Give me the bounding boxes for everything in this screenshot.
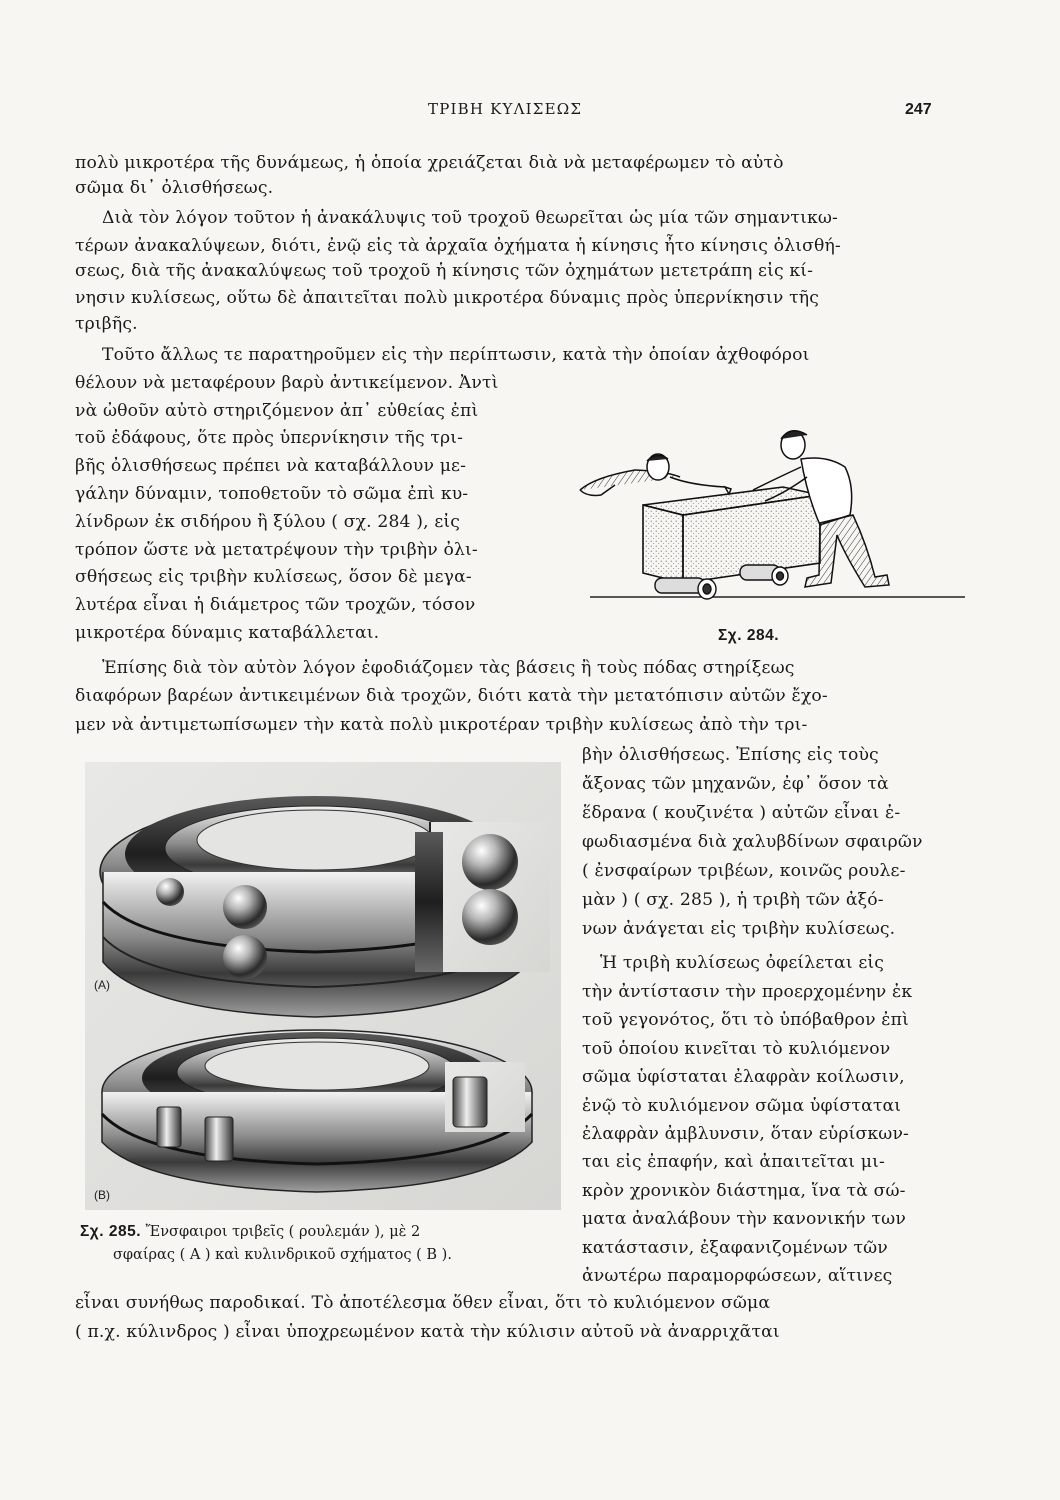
figure-285-caption-line-1: Ἔνσφαιροι τριβεῖς ( ρουλεμάν ), μὲ 2 <box>145 1224 421 1240</box>
text-line: φωδιασμένα διὰ χαλυβδίνων σφαιρῶν <box>582 832 923 852</box>
text-line: Ἐπίσης διὰ τὸν αὐτὸν λόγον ἐφοδιάζομεν τὰς βάσεις ἢ τοὺς πόδας στηρίξεως <box>102 658 795 678</box>
text-line: ἐλαφρὰν ἀμβλυνσιν, ὅταν εὑρίσκων- <box>582 1124 909 1144</box>
running-title: ΤΡΙΒΗ ΚΥΛΙΣΕΩΣ <box>428 100 583 118</box>
figure-285-photo <box>85 762 561 1210</box>
figure-285-caption-number: Σχ. 285. <box>80 1223 142 1240</box>
text-line: λυτέρα εἶναι ἡ διάμετρος τῶν τροχῶν, τόσον <box>75 595 476 615</box>
text-line: λίνδρων ἐκ σιδήρου ἢ ξύλου ( σχ. 284 ), εἰς <box>75 512 461 532</box>
text-line: Ἡ τριβὴ κυλίσεως ὀφείλεται εἰς <box>600 953 885 973</box>
text-line: βῆς ὀλισθήσεως πρέπει νὰ καταβάλλουν με- <box>75 456 467 476</box>
text-line: ἕδρανα ( κουζινέτα ) αὐτῶν εἶναι ἐ- <box>582 803 901 823</box>
figure-284-illustration <box>575 415 975 605</box>
text-line: εἶναι συνήθως παροδικαί. Τὸ ἀποτέλεσμα ὅθεν εἶναι, ὅτι τὸ κυλιόμενον σῶμα <box>75 1293 771 1313</box>
text-line: κρὸν χρονικὸν διάστημα, ἵνα τὰ σώ- <box>582 1181 906 1201</box>
text-line: τοῦ ὁποίου κινεῖται τὸ κυλιόμενον <box>582 1039 891 1059</box>
text-line: τοῦ ἐδάφους, ὅτε πρὸς ὑπερνίκησιν τῆς τρι- <box>75 428 464 448</box>
text-line: τέρων ἀνακαλύψεων, διότι, ἐνῷ εἰς τὰ ἀρχαῖα ὀχήματα ἡ κίνησις ἦτο κίνησις ὀλισθή- <box>75 236 841 256</box>
text-line: ται εἰς ἐπαφήν, καὶ ἀπαιτεῖται μι- <box>582 1152 885 1172</box>
text-line: ( ἐνσφαίρων τριβέων, κοινῶς ρουλε- <box>582 861 906 881</box>
text-line: Διὰ τὸν λόγον τοῦτον ἡ ἀνακάλυψις τοῦ τροχοῦ θεωρεῖται ὡς μία τῶν σημαντικω- <box>102 208 838 228</box>
text-line: ἀνωτέρω παραμορφώσεων, αἵτινες <box>582 1266 893 1286</box>
text-line: μὰν ) ( σχ. 285 ), ἡ τριβὴ τῶν ἀξό- <box>582 890 884 910</box>
text-line: σῶμα ὑφίσταται ἐλαφρὰν κοίλωσιν, <box>582 1067 905 1087</box>
text-line: σθήσεως εἰς τριβὴν κυλίσεως, ὅσον δὲ μεγα- <box>75 567 472 587</box>
text-line: κατάστασιν, ἐξαφανιζομένων τῶν <box>582 1238 888 1258</box>
text-line: διαφόρων βαρέων ἀντικειμένων διὰ τροχῶν, διότι κατὰ τὴν μετατόπισιν αὐτῶν ἔχο- <box>75 686 828 706</box>
text-line: σεως, διὰ τῆς ἀνακαλύψεως τοῦ τροχοῦ ἡ κίνησις τῶν ὀχημάτων μετετράπη εἰς κί- <box>75 261 814 281</box>
figure-285-caption <box>80 1222 420 1242</box>
page-number: 247 <box>905 101 932 118</box>
figure-284-label: Σχ. 284. <box>718 627 780 644</box>
text-line: σῶμα δι᾽ ὀλισθήσεως. <box>75 178 274 198</box>
text-line: ἄξονας τῶν μηχανῶν, ἐφ᾽ ὅσον τὰ <box>582 774 889 794</box>
text-line: γάλην δύναμιν, τοποθετοῦν τὸ σῶμα ἐπὶ κυ- <box>75 484 469 504</box>
text-line: Τοῦτο ἄλλως τε παρατηροῦμεν εἰς τὴν περίπτωσιν, κατὰ τὴν ὁποίαν ἀχθοφόροι <box>102 345 810 365</box>
text-line: νων ἀνάγεται εἰς τριβὴν κυλίσεως. <box>582 919 896 939</box>
text-line: τοῦ γεγονότος, ὅτι τὸ ὑπόβαθρον ἐπὶ <box>582 1010 910 1030</box>
text-line: νησιν κυλίσεως, οὕτω δὲ ἀπαιτεῖται πολὺ μικροτέρα δύναμις πρὸς ὑπερνίκησιν τῆς <box>75 288 820 308</box>
figure-285-panel-b-label: (B) <box>94 1188 110 1202</box>
text-line: τριβῆς. <box>75 314 138 334</box>
text-line: τὴν ἀντίστασιν τὴν προερχομένην ἐκ <box>582 982 913 1002</box>
text-line: πολὺ μικροτέρα τῆς δυνάμεως, ἡ ὁποία χρειάζεται διὰ νὰ μεταφέρωμεν τὸ αὐτὸ <box>75 153 784 173</box>
text-line: μεν νὰ ἀντιμετωπίσωμεν τὴν κατὰ πολὺ μικροτέραν τριβὴν κυλίσεως ἀπὸ τὴν τρι- <box>75 715 808 735</box>
figure-285-panel-a-label: (A) <box>94 978 110 992</box>
text-line: τρόπον ὥστε νὰ μετατρέψουν τὴν τριβὴν ὀλι- <box>75 540 478 560</box>
text-line: νὰ ὠθοῦν αὐτὸ στηριζόμενον ἀπ᾽ εὐθείας ἐπὶ <box>75 401 479 421</box>
text-line: μικροτέρα δύναμις καταβάλλεται. <box>75 623 380 643</box>
text-line: θέλουν νὰ μεταφέρουν βαρὺ ἀντικείμενον. Ἀντὶ <box>75 373 499 393</box>
text-line: βὴν ὀλισθήσεως. Ἐπίσης εἰς τοὺς <box>582 745 879 765</box>
text-line: ( π.χ. κύλινδρος ) εἶναι ὑποχρεωμένον κατὰ τὴν κύλισιν αὐτοῦ νὰ ἀναρριχᾶται <box>75 1322 780 1342</box>
text-line: ματα ἀναλάβουν τὴν κανονικήν των <box>582 1209 906 1229</box>
text-line: ἐνῷ τὸ κυλιόμενον σῶμα ὑφίσταται <box>582 1096 902 1116</box>
figure-285-caption-line-2: σφαίρας ( Α ) καὶ κυλινδρικοῦ σχήματος ( Β ). <box>113 1247 452 1263</box>
